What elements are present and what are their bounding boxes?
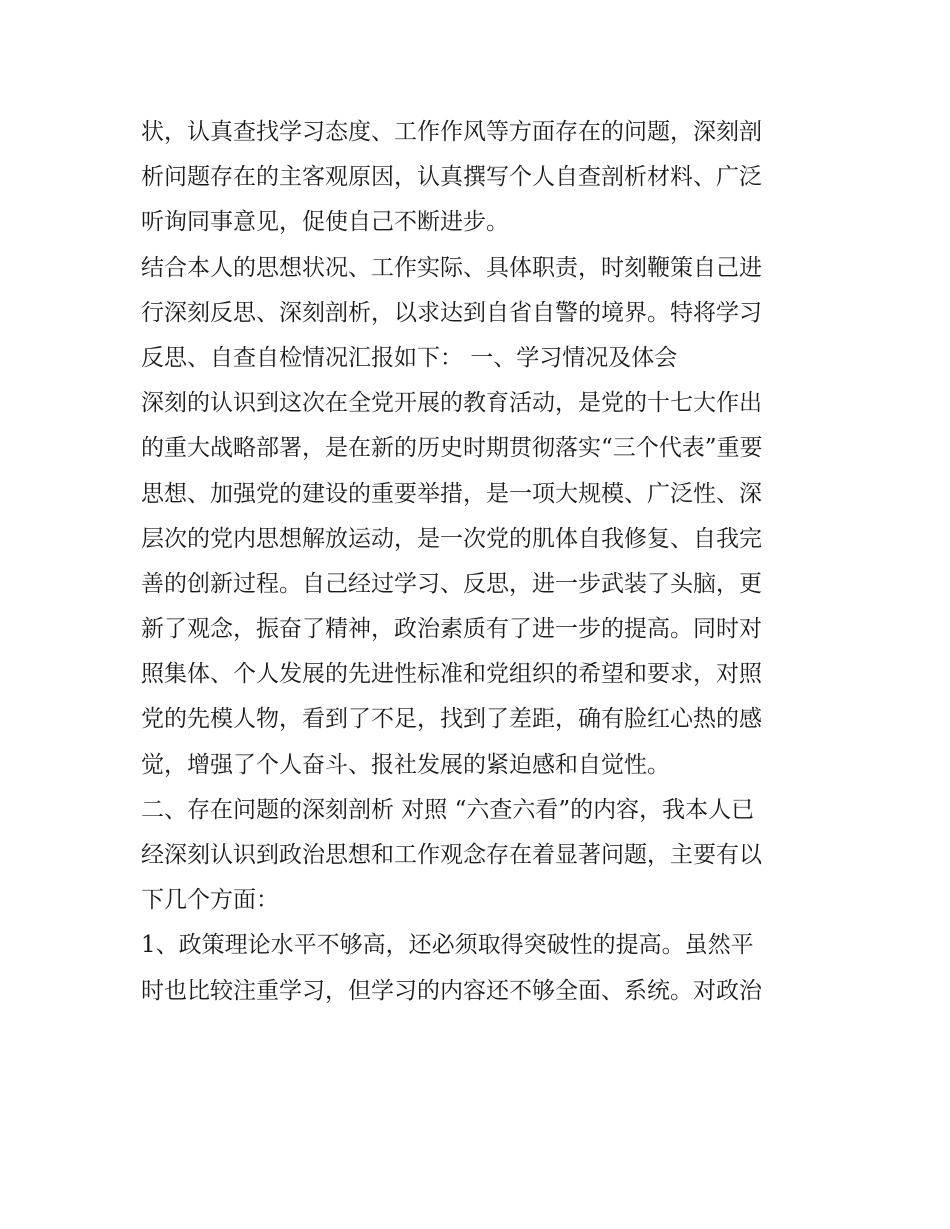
section-heading-line: 二、存在问题的深刻剖析 对照 “六查六看”的内容，我本人已 xyxy=(141,796,755,823)
list-item-line: 1、政策理论水平不够高，还必须取得突破性的提高。虽然平 xyxy=(141,932,754,959)
text-line: 善的创新过程。自己经过学习、反思，进一步武装了头脑，更 xyxy=(141,570,762,597)
text-line: 照集体、个人发展的先进性标准和党组织的希望和要求，对照 xyxy=(141,661,762,688)
text-line: 时也比较注重学习，但学习的内容还不够全面、系统。对政治 xyxy=(141,977,762,1004)
text-line: 思想、加强党的建设的重要举措，是一项大规模、广泛性、深 xyxy=(141,480,762,507)
text-line: 新了观念，振奋了精神，政治素质有了进一步的提高。同时对 xyxy=(141,616,762,643)
text-line: 觉，增强了个人奋斗、报社发展的紧迫感和自觉性。 xyxy=(141,751,670,778)
text-line: 下几个方面： xyxy=(141,887,279,914)
text-line: 党的先模人物，看到了不足，找到了差距，确有脸红心热的感 xyxy=(141,706,762,733)
text-line: 层次的党内思想解放运动，是一次党的肌体自我修复、自我完 xyxy=(141,525,762,552)
text-line: 经深刻认识到政治思想和工作观念存在着显著问题，主要有以 xyxy=(141,842,762,868)
text-line: 行深刻反思、深刻剖析，以求达到自省自警的境界。特将学习 xyxy=(141,299,762,326)
section-heading-line: 反思、自查自检情况汇报如下： 一、学习情况及体会 xyxy=(141,344,678,371)
text-line: 深刻的认识到这次在全党开展的教育活动，是党的十七大作出 xyxy=(141,390,762,417)
text-line: 状，认真查找学习态度、工作作风等方面存在的问题，深刻剖 xyxy=(141,119,762,145)
text-line: 析问题存在的主客观原因，认真撰写个人自查剖析材料、广泛 xyxy=(141,164,762,191)
text-line: 听询同事意见，促使自己不断进步。 xyxy=(141,209,509,236)
text-line: 的重大战略部署，是在新的历史时期贯彻落实“三个代表”重要 xyxy=(141,435,763,462)
document-body xyxy=(141,110,821,1014)
text-line: 结合本人的思想状况、工作实际、具体职责，时刻鞭策自己进 xyxy=(141,254,762,281)
